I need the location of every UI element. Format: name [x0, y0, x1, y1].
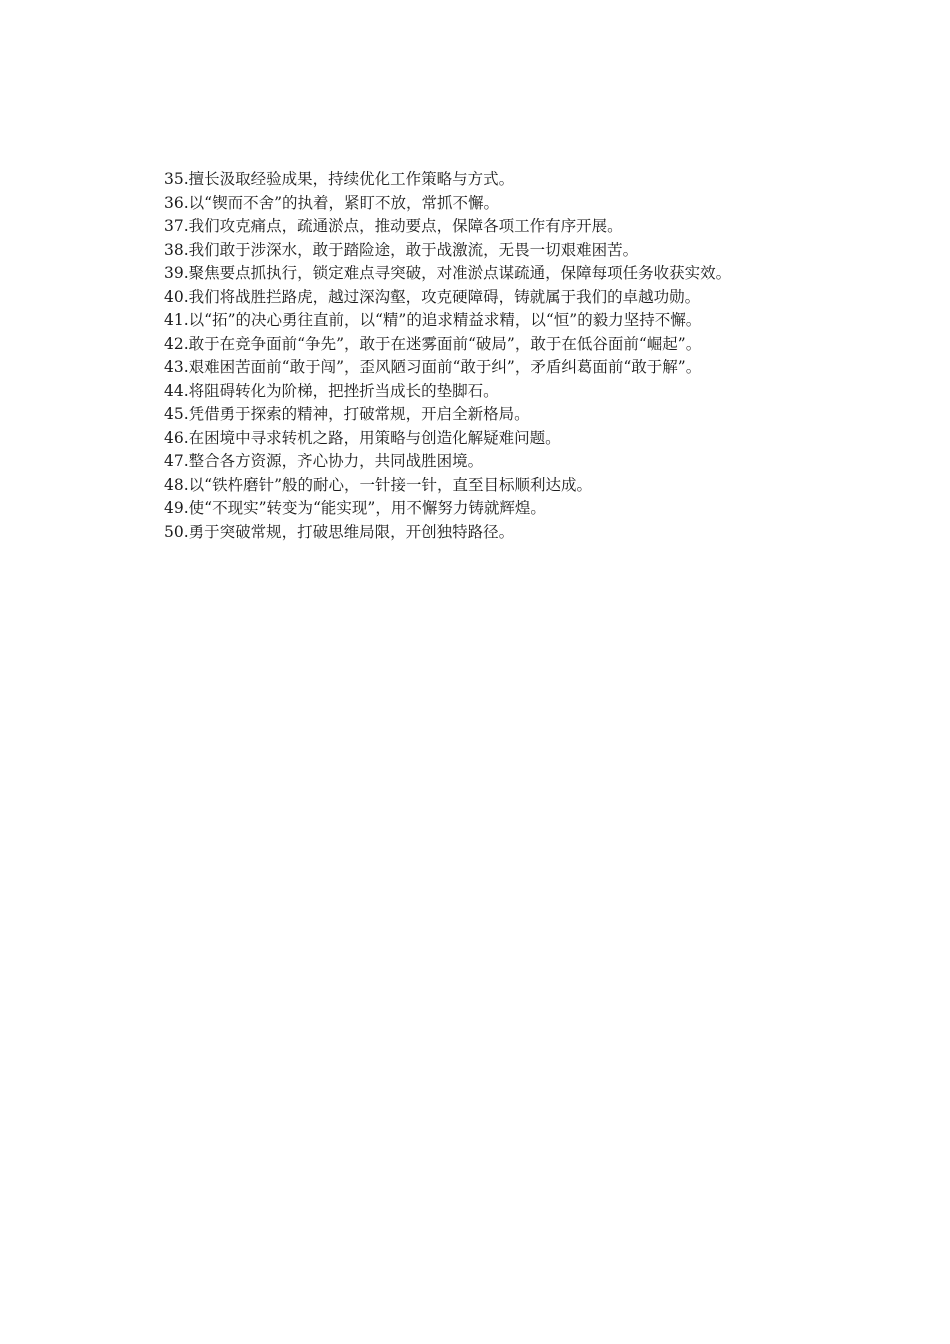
- list-item: 41.以“拓”的决心勇往直前，以“精”的追求精益求精，以“恒”的毅力坚持不懈。: [164, 311, 702, 329]
- list-item: 40.我们将战胜拦路虎，越过深沟壑，攻克硬障碍，铸就属于我们的卓越功勋。: [164, 287, 701, 306]
- list-item: 36.以“锲而不舍”的执着，紧盯不放，常抓不懈。: [164, 193, 499, 212]
- list-item: 49.使“不现实”转变为“能实现”，用不懈努力铸就辉煌。: [164, 499, 546, 517]
- list-item: 47.整合各方资源，齐心协力，共同战胜困境。: [164, 452, 484, 470]
- list-item: 39.聚焦要点抓执行，锁定难点寻突破，对准淤点谋疏通，保障每项任务收获实效。: [164, 264, 732, 282]
- list-item: 46.在困境中寻求转机之路，用策略与创造化解疑难问题。: [164, 428, 561, 447]
- list-item: 43.艰难困苦面前“敢于闯”，歪风陋习面前“敢于纠”，矛盾纠葛面前“敢于解”。: [164, 358, 702, 376]
- list-item: 37.我们攻克痛点，疏通淤点，推动要点，保障各项工作有序开展。: [164, 217, 623, 235]
- list-item: 38.我们敢于涉深水，敢于踏险途，敢于战激流，无畏一切艰难困苦。: [164, 240, 639, 259]
- numbered-list: [134, 168, 832, 544]
- list-item: 45.凭借勇于探索的精神，打破常规，开启全新格局。: [164, 405, 530, 423]
- list-item: 42.敢于在竞争面前“争先”，敢于在迷雾面前“破局”，敢于在低谷面前“崛起”。: [164, 334, 702, 353]
- list-item: 35.擅长汲取经验成果，持续优化工作策略与方式。: [164, 170, 515, 188]
- list-item: 48.以“铁杵磨针”般的耐心，一针接一针，直至目标顺利达成。: [164, 475, 593, 494]
- list-item: 44.将阻碍转化为阶梯，把挫折当成长的垫脚石。: [164, 381, 499, 400]
- list-item: 50.勇于突破常规，打破思维局限，开创独特路径。: [164, 522, 515, 541]
